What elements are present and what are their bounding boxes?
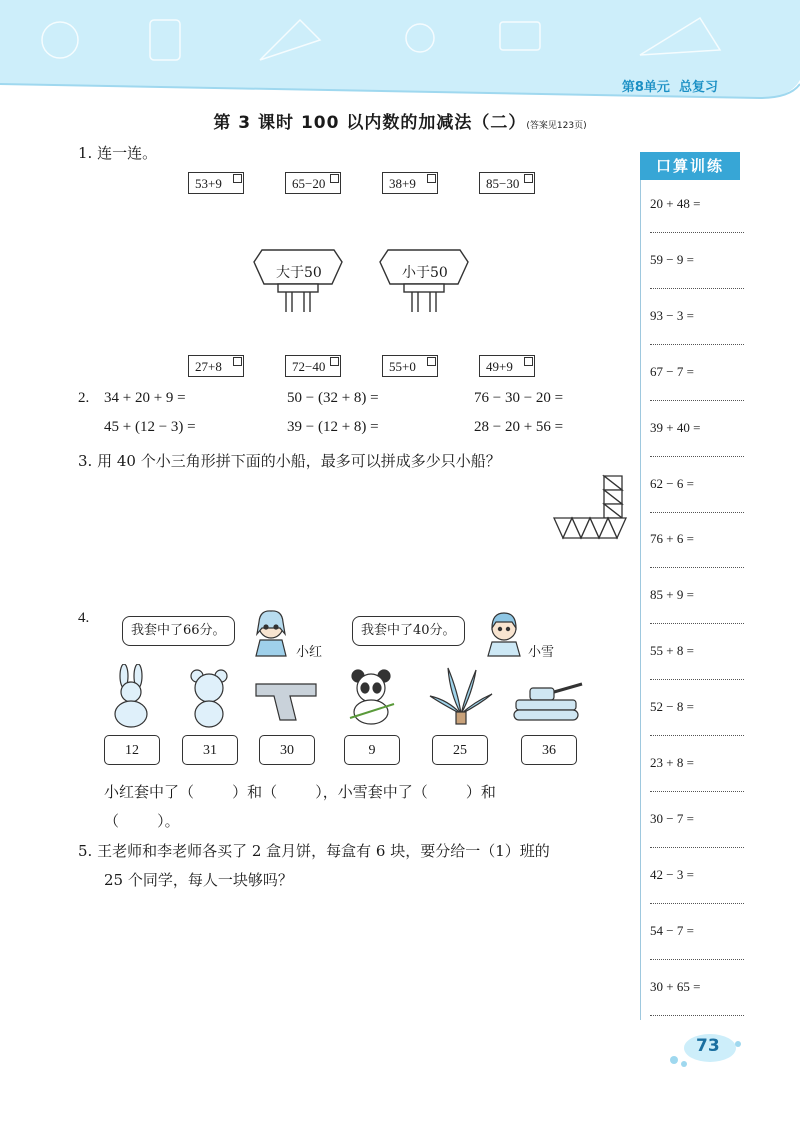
answer-ref: (答案见123页) [526, 121, 587, 131]
q1-label: 1. 连一连。 [78, 144, 158, 162]
drill-divider [640, 180, 641, 1020]
q5-line-1: 5. 王老师和李老师各买了 2 盒月饼，每盒有 6 块，要分给一（1）班的 [78, 842, 550, 860]
drill-item: 39 + 40 = [650, 419, 701, 435]
girl-xiaohong-icon [250, 606, 292, 658]
card-bottom-2[interactable]: 72−40 [285, 355, 341, 377]
drill-answer-line[interactable] [650, 903, 744, 904]
speech-bubble-xiaoxue: 我套中了40分。 [352, 616, 465, 646]
drill-item: 20 + 48 = [650, 196, 701, 211]
rabbit-icon [106, 664, 158, 728]
bear-icon [184, 668, 234, 728]
q2-expr: 50 − (32 + 8) = [287, 390, 379, 406]
drill-item: 67 − 7 = [650, 363, 694, 379]
card-bottom-3[interactable]: 55+0 [382, 355, 438, 377]
q4-answer-line-2: （ ）。 [104, 812, 180, 830]
tank-icon [512, 680, 584, 722]
toy-value-card[interactable]: 9 [344, 735, 400, 765]
panda-icon [344, 666, 400, 726]
drill-item: 93 − 3 = [650, 307, 694, 323]
drill-answer-line[interactable] [650, 232, 744, 233]
drill-answer-line[interactable] [650, 735, 744, 736]
speech-bubble-xiaohong: 我套中了66分。 [122, 616, 235, 646]
boat-triangles-icon [552, 474, 628, 542]
card-top-3[interactable]: 38+9 [382, 172, 438, 194]
card-top-1[interactable]: 53+9 [188, 172, 244, 194]
drill-item: 62 − 6 = [650, 475, 694, 491]
drill-item: 42 − 3 = [650, 866, 694, 882]
q2-expr: 28 − 20 + 56 = [474, 419, 564, 435]
drill-item: 76 + 6 = [650, 531, 694, 547]
q2-number: 2. [78, 390, 90, 406]
drill-answer-line[interactable] [650, 1015, 744, 1016]
drill-item: 55 + 8 = [650, 643, 694, 659]
stand-greater-50[interactable]: 大于50 [276, 265, 322, 281]
q3-text: 3. 用 40 个小三角形拼下面的小船，最多可以拼成多少只小船？ [78, 452, 501, 470]
drill-item: 23 + 8 = [650, 755, 694, 770]
stand-less-50[interactable]: 小于50 [402, 265, 448, 281]
drill-answer-line[interactable] [650, 623, 744, 624]
page-title: 第 3 课时 100 以内数的加减法（二）(答案见123页) [213, 113, 587, 133]
pistol-icon [254, 680, 318, 722]
drill-answer-line[interactable] [650, 567, 744, 568]
toy-value-card[interactable]: 12 [104, 735, 160, 765]
drill-answer-line[interactable] [650, 344, 744, 345]
toy-value-card[interactable]: 36 [521, 735, 577, 765]
q4-answer-line-1: 小红套中了（ ）和（ ），小雪套中了（ ）和 [104, 783, 496, 801]
drill-item: 30 − 7 = [650, 810, 694, 826]
drill-answer-line[interactable] [650, 456, 744, 457]
q2-expr: 34 + 20 + 9 = [104, 390, 186, 406]
toy-value-card[interactable]: 25 [432, 735, 488, 765]
drill-item: 54 − 7 = [650, 922, 694, 938]
drill-item: 52 − 8 = [650, 699, 694, 715]
q4-number: 4. [78, 610, 90, 626]
drill-answer-line[interactable] [650, 679, 744, 680]
unit-label: 第8单元 总复习 [621, 80, 718, 95]
drill-item: 59 − 9 = [650, 251, 694, 267]
q2-expr: 76 − 30 − 20 = [474, 390, 564, 406]
card-top-2[interactable]: 65−20 [285, 172, 341, 194]
name-xiaoxue: 小雪 [528, 645, 555, 660]
q2-expr: 45 + (12 − 3) = [104, 419, 196, 435]
girl-xiaoxue-icon [484, 608, 524, 658]
q5-line-2: 25 个同学，每人一块够吗？ [104, 871, 293, 889]
name-xiaohong: 小红 [296, 645, 323, 660]
q2-expr: 39 − (12 + 8) = [287, 419, 379, 435]
toy-value-card[interactable]: 30 [259, 735, 315, 765]
page-number: 73 [696, 1036, 720, 1056]
plant-icon [428, 664, 494, 726]
drill-answer-line[interactable] [650, 400, 744, 401]
card-bottom-1[interactable]: 27+8 [188, 355, 244, 377]
card-top-4[interactable]: 85−30 [479, 172, 535, 194]
toy-value-card[interactable]: 31 [182, 735, 238, 765]
drill-answer-line[interactable] [650, 791, 744, 792]
drill-title: 口算训练 [640, 152, 740, 180]
drill-answer-line[interactable] [650, 512, 744, 513]
drill-item: 85 + 9 = [650, 587, 694, 603]
card-bottom-4[interactable]: 49+9 [479, 355, 535, 377]
drill-answer-line[interactable] [650, 959, 744, 960]
drill-answer-line[interactable] [650, 288, 744, 289]
drill-item: 30 + 65 = [650, 978, 701, 994]
drill-answer-line[interactable] [650, 847, 744, 848]
